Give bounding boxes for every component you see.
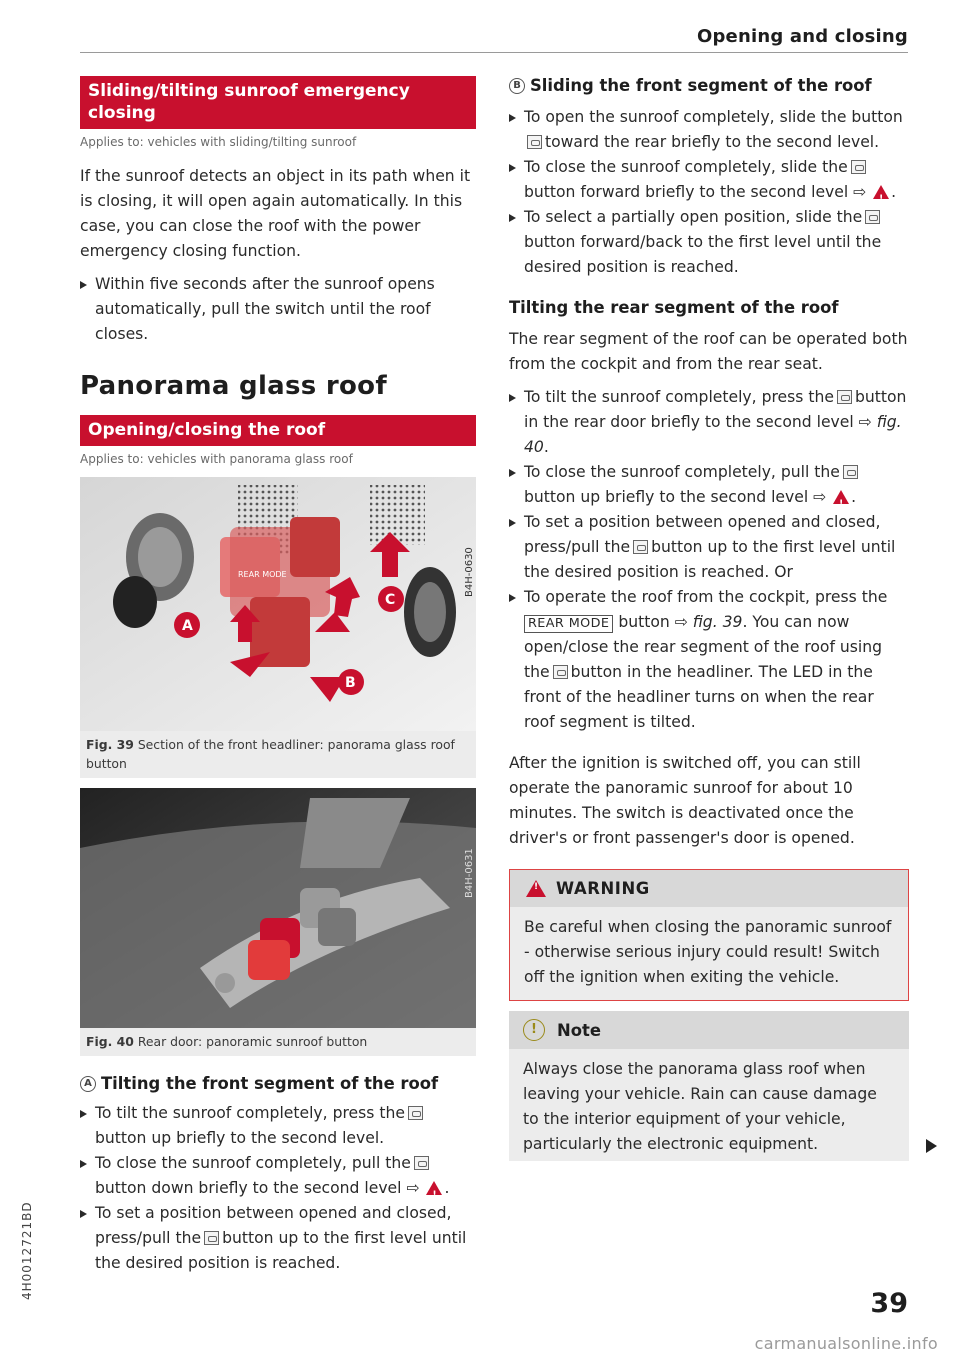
running-header: Opening and closing — [696, 26, 908, 47]
bullet-arrow-icon — [509, 519, 516, 527]
bullet-arrow-icon — [80, 1160, 87, 1168]
note-text: Always close the panorama glass roof when leaving your vehicle. Rain can cause damage to the interior equipment of your vehicle, particularly the electronic equipment. — [509, 1049, 909, 1161]
page-number: 39 — [870, 1288, 908, 1319]
applies-to-note: Applies to: vehicles with sliding/tilting sunroof — [80, 135, 357, 149]
note-box — [509, 1011, 909, 1161]
subheading-tilting-front: A Tilting the front segment of the roof — [80, 1074, 476, 1093]
rear-mode-label: REAR MODE — [238, 570, 287, 579]
continue-arrow-icon — [926, 1139, 937, 1153]
bullet-arrow-icon — [509, 394, 516, 402]
tilting-front-steps — [80, 1101, 476, 1276]
figure-reference[interactable]: fig. 39 — [692, 613, 743, 631]
bullet-arrow-icon — [509, 214, 516, 222]
subheading-sliding-front: B Sliding the front segment of the roof — [509, 76, 909, 95]
emergency-closing-steps — [80, 272, 476, 347]
step-item: To open the sunroof completely, slide the buttontoward the rear briefly to the second level. — [509, 105, 909, 155]
sunroof-button-icon — [414, 1156, 429, 1170]
ignition-off-paragraph: After the ignition is switched off, you can still operate the panoramic sunroof for about 10 minutes. The switch is deactivated once the driver's or front passenger's door is opened. — [509, 754, 861, 847]
step-item: To select a partially open position, slide thebutton forward/back to the first level until the desired position is reached. — [509, 205, 909, 280]
bullet-arrow-icon — [80, 1110, 87, 1118]
step-item: To tilt the sunroof completely, press thebutton up briefly to the second level. — [80, 1101, 476, 1151]
svg-text:C: C — [385, 592, 396, 608]
note-header: ! Note — [509, 1011, 909, 1049]
callout-a-icon: A — [80, 1076, 96, 1092]
chapter-heading-panorama: Panorama glass roof — [80, 371, 387, 401]
bullet-arrow-icon — [80, 1210, 87, 1218]
sunroof-button-icon — [633, 540, 648, 554]
sunroof-button-icon — [837, 390, 852, 404]
figure-code: B4H-0631 — [464, 848, 475, 898]
step-item: To operate the roof from the cockpit, press the REAR MODE button ⇨ fig. 39. You can now open/close the rear segment of the roof using the button in the headliner. The LED in the front of the headliner turns on when the rear roof segment is tilted. — [509, 585, 909, 735]
step-item: To set a position between opened and closed, press/pull the button up to the first level until the desired position is reached. — [80, 1201, 476, 1276]
bullet-arrow-icon — [509, 594, 516, 602]
watermark: carmanualsonline.info — [754, 1334, 938, 1353]
sunroof-button-icon — [553, 665, 568, 679]
step-item: To close the sunroof completely, pull thebutton up briefly to the second level ⇨ !. — [509, 460, 909, 510]
figure-reference[interactable]: fig. 40 — [524, 413, 902, 456]
sliding-front-steps — [509, 105, 909, 280]
warning-icon — [873, 185, 889, 199]
bullet-arrow-icon — [509, 114, 516, 122]
rear-segment-paragraph: The rear segment of the roof can be operated both from the cockpit and from the rear seat. — [509, 330, 908, 373]
figure-caption: Fig. 40 Rear door: panoramic sunroof button — [86, 1034, 368, 1049]
headliner-illustration — [80, 477, 476, 731]
step-item: To close the sunroof completely, slide thebutton forward briefly to the second level ⇨ !. — [509, 155, 909, 205]
applies-to-note: Applies to: vehicles with panorama glass roof — [80, 452, 353, 466]
warning-icon — [833, 490, 849, 504]
rear-door-illustration — [80, 788, 476, 1028]
tilting-rear-steps — [509, 385, 909, 735]
sunroof-button-icon — [851, 160, 866, 174]
bullet-arrow-icon — [509, 469, 516, 477]
warning-box — [509, 869, 909, 1001]
header-divider — [80, 52, 908, 53]
section-title-opening-closing: Opening/closing the roof — [80, 415, 476, 446]
figure-40 — [80, 788, 476, 1056]
info-icon: ! — [523, 1019, 545, 1041]
step-item: To close the sunroof completely, pull thebutton down briefly to the second level ⇨ !. — [80, 1151, 476, 1201]
svg-text:A: A — [182, 618, 193, 634]
rear-mode-button-label: REAR MODE — [524, 615, 613, 633]
right-column — [509, 76, 909, 1161]
bullet-arrow-icon — [509, 164, 516, 172]
document-code: 4H0012721BD — [20, 1201, 34, 1300]
step-item: Within five seconds after the sunroof opens automatically, pull the switch until the roof closes. — [80, 272, 476, 347]
bullet-arrow-icon — [80, 281, 87, 289]
warning-icon — [526, 880, 546, 897]
sunroof-button-icon — [408, 1106, 423, 1120]
figure-39 — [80, 477, 476, 778]
figure-code: B4H-0630 — [464, 547, 475, 597]
step-item: To tilt the sunroof completely, press the button in the rear door briefly to the second level ⇨ fig. 40. — [509, 385, 909, 460]
figure-caption: Fig. 39 Section of the front headliner: panorama glass roof button — [86, 737, 455, 771]
sunroof-button-icon — [865, 210, 880, 224]
sunroof-button-icon — [204, 1231, 219, 1245]
sunroof-button-icon — [843, 465, 858, 479]
warning-icon — [426, 1181, 442, 1195]
emergency-closing-paragraph: If the sunroof detects an object in its path when it is closing, it will open again automatically. In this case, you can close the roof with the power emergency closing function. — [80, 167, 471, 260]
subheading-tilting-rear: Tilting the rear segment of the roof — [509, 298, 839, 317]
svg-text:B: B — [345, 675, 356, 691]
warning-text: Be careful when closing the panoramic sunroof - otherwise serious injury could result! Switch off the ignition when exiting the vehicle. — [510, 907, 908, 1000]
left-column — [80, 76, 476, 1276]
step-item: To set a position between opened and closed, press/pull the button up to the first level until the desired position is reached. Or — [509, 510, 909, 585]
warning-header: ! WARNING — [510, 870, 908, 907]
callout-b-icon: B — [509, 78, 525, 94]
sunroof-button-icon — [527, 135, 542, 149]
section-title-emergency-closing: Sliding/tilting sunroof emergency closing — [80, 76, 476, 129]
